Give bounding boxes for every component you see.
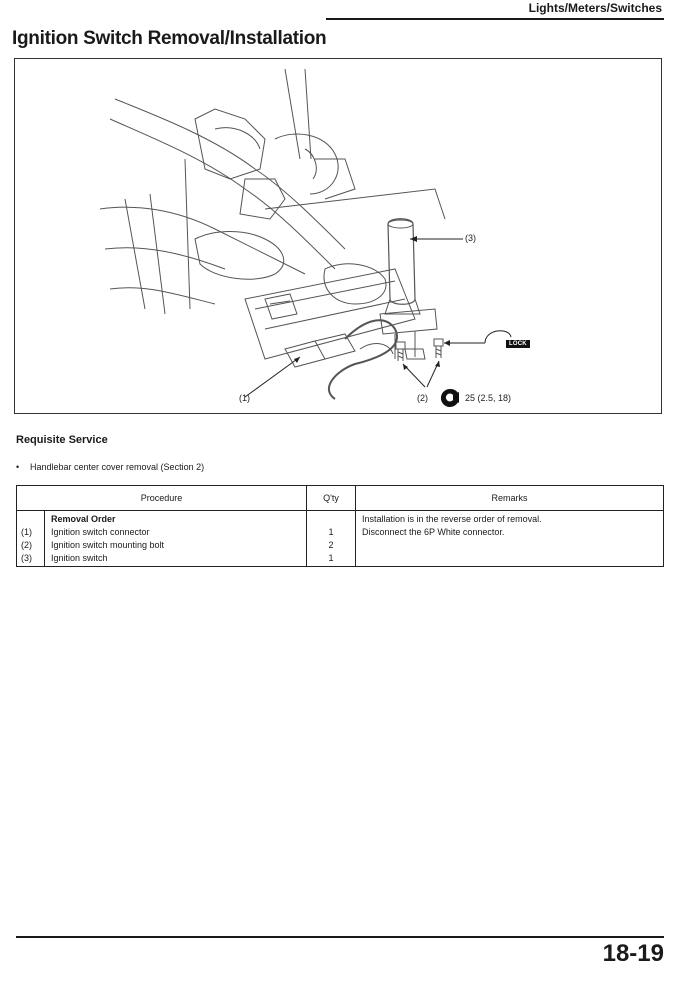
procedure-table <box>16 485 664 567</box>
item-name: Ignition switch <box>51 553 108 563</box>
torque-wrench-icon <box>439 387 461 409</box>
requisite-service-item <box>16 462 204 472</box>
page-number: 18-19 <box>602 940 664 967</box>
ignition-switch-illustration <box>15 59 661 413</box>
lock-icon: LOCK <box>506 340 530 348</box>
torque-value: 25 (2.5, 18) <box>465 393 512 403</box>
item-qty: 2 <box>328 540 334 550</box>
remarks-cell <box>356 511 664 567</box>
item-qty: 1 <box>328 527 334 537</box>
callout-3: (3) <box>465 233 476 243</box>
item-name: Ignition switch connector <box>51 527 150 537</box>
remark: Disconnect the 6P White connector. <box>362 527 505 537</box>
page-title: Ignition Switch Removal/Installation <box>12 28 327 49</box>
figure <box>14 58 662 414</box>
footer-rule <box>16 936 664 938</box>
item-name: Ignition switch mounting bolt <box>51 540 165 550</box>
item-names-cell <box>45 511 307 567</box>
requisite-service-text: Handlebar center cover removal (Section 2) <box>30 462 205 472</box>
remark: Installation is in the reverse order of removal. <box>362 514 542 524</box>
item-number: (1) <box>21 527 32 537</box>
item-number: (2) <box>21 540 32 550</box>
removal-order-heading: Removal Order <box>51 514 116 524</box>
header-rule <box>326 18 664 20</box>
item-number: (3) <box>21 553 32 563</box>
item-qty <box>308 513 354 526</box>
remark <box>362 552 662 565</box>
qty-header: Q'ty <box>307 486 356 511</box>
section-header: Lights/Meters/Switches <box>528 1 662 15</box>
table-row <box>17 511 664 567</box>
callout-2: (2) <box>417 393 428 403</box>
bullet: • <box>16 462 20 472</box>
item-numbers-cell <box>17 511 45 567</box>
qty-cell <box>307 511 356 567</box>
callout-1: (1) <box>239 393 250 403</box>
item-number <box>21 513 43 526</box>
remarks-header: Remarks <box>356 486 664 511</box>
procedure-header: Procedure <box>17 486 307 511</box>
remark <box>362 539 662 552</box>
item-qty: 1 <box>328 553 334 563</box>
requisite-service-heading: Requisite Service <box>16 434 108 446</box>
